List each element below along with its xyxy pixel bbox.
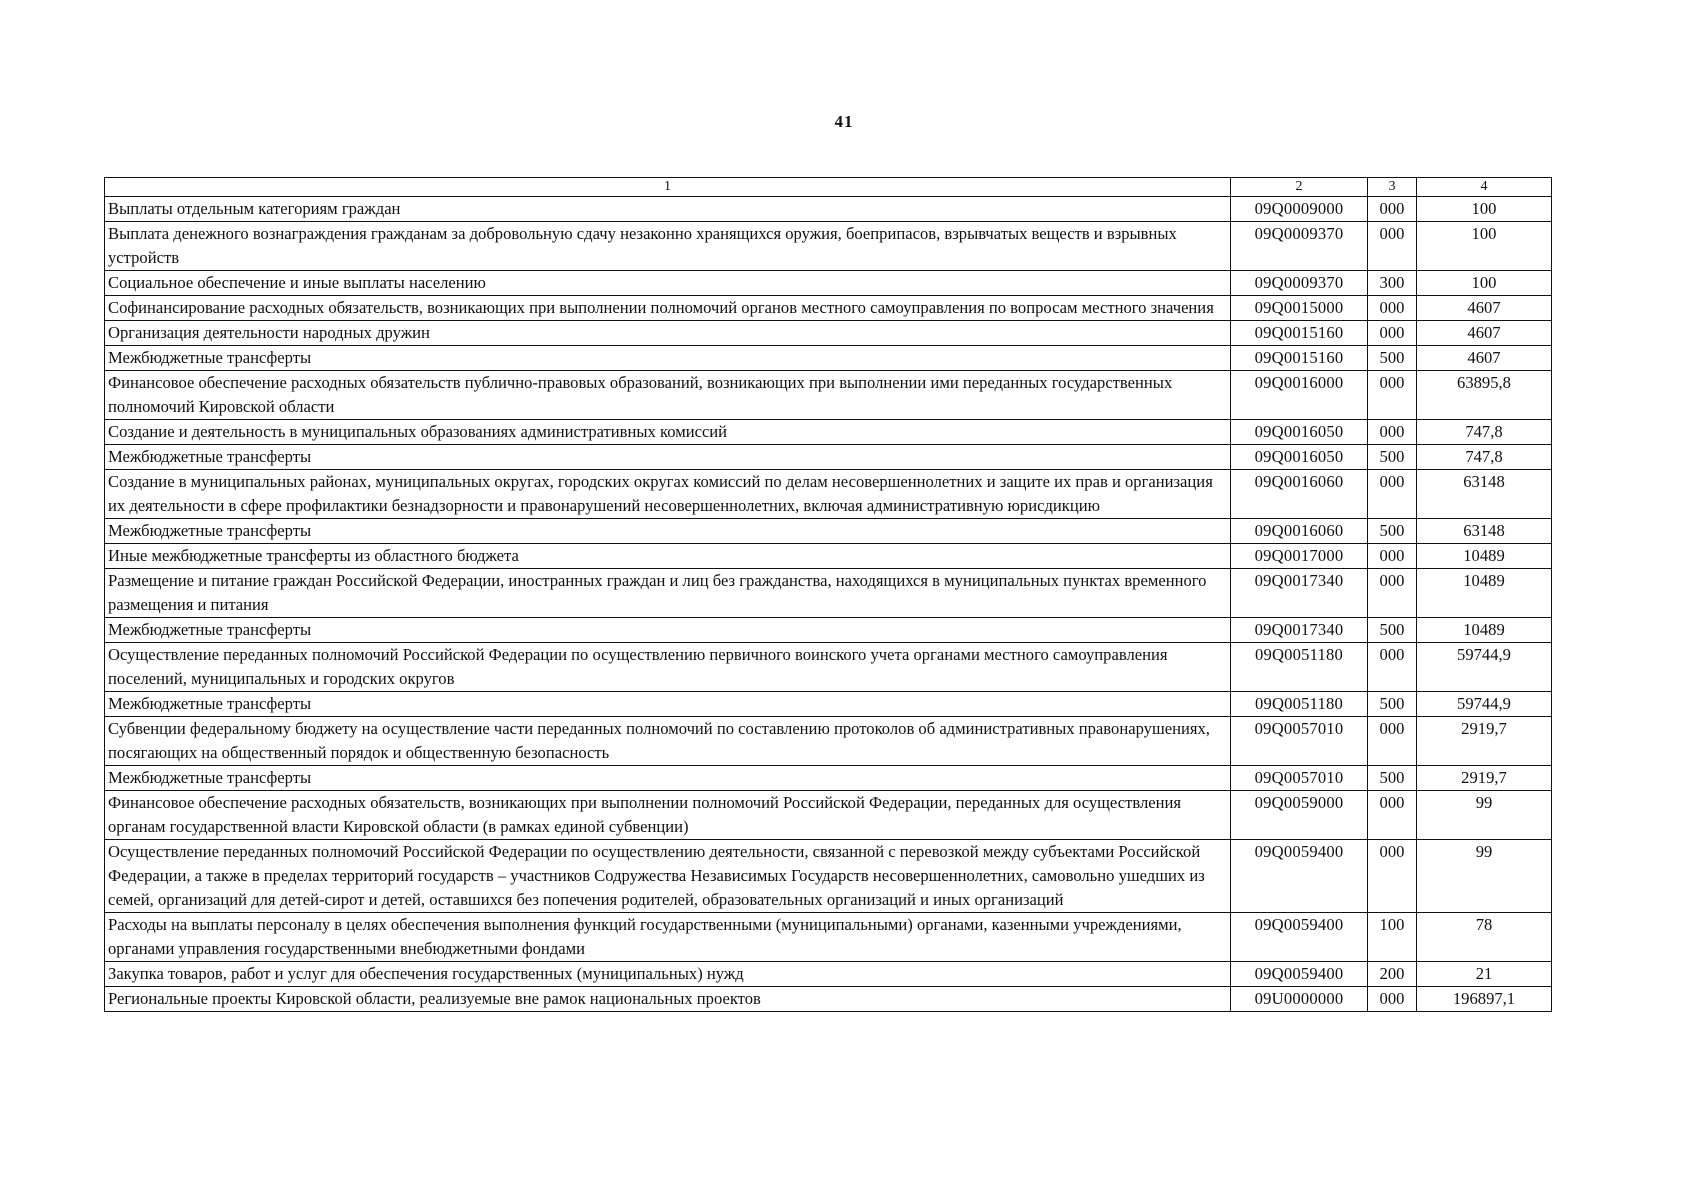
row-type-cell: 000 xyxy=(1368,222,1417,271)
row-sum-cell: 10489 xyxy=(1417,569,1552,618)
row-type-cell: 000 xyxy=(1368,987,1417,1012)
row-name-cell: Межбюджетные трансферты xyxy=(105,766,1231,791)
row-type-cell: 000 xyxy=(1368,544,1417,569)
page-number: 41 xyxy=(834,112,854,131)
row-type-cell: 500 xyxy=(1368,445,1417,470)
row-name-cell: Финансовое обеспечение расходных обязательств публично-правовых образований, возникающих при выполнении ими переданных государственных полномочий Кировской области xyxy=(105,371,1231,420)
table-row xyxy=(105,913,1552,962)
row-sum-cell: 59744,9 xyxy=(1417,643,1552,692)
row-code-cell: 09U0000000 xyxy=(1231,987,1368,1012)
row-name-cell: Выплата денежного вознаграждения гражданам за добровольную сдачу незаконно хранящихся оружия, боеприпасов, взрывчатых веществ и взрывных устройств xyxy=(105,222,1231,271)
table-row xyxy=(105,692,1552,717)
row-code-cell: 09Q0016060 xyxy=(1231,470,1368,519)
row-code-cell: 09Q0016060 xyxy=(1231,519,1368,544)
row-type-cell: 000 xyxy=(1368,321,1417,346)
row-sum-cell: 747,8 xyxy=(1417,445,1552,470)
row-sum-cell: 2919,7 xyxy=(1417,717,1552,766)
row-sum-cell: 2919,7 xyxy=(1417,766,1552,791)
row-name-cell: Размещение и питание граждан Российской Федерации, иностранных граждан и лиц без гражданства, находящихся в муниципальных пунктах временного размещения и питания xyxy=(105,569,1231,618)
row-name-cell: Субвенции федеральному бюджету на осуществление части переданных полномочий по составлению протоколов об административных правонарушениях, посягающих на общественный порядок и общественную безопасность xyxy=(105,717,1231,766)
table-row xyxy=(105,222,1552,271)
table-row xyxy=(105,296,1552,321)
table-row xyxy=(105,569,1552,618)
header-cell-code: 2 xyxy=(1231,178,1368,197)
row-code-cell: 09Q0009000 xyxy=(1231,197,1368,222)
row-type-cell: 000 xyxy=(1368,197,1417,222)
row-sum-cell: 63895,8 xyxy=(1417,371,1552,420)
row-name-cell: Межбюджетные трансферты xyxy=(105,692,1231,717)
row-code-cell: 09Q0051180 xyxy=(1231,692,1368,717)
row-sum-cell: 99 xyxy=(1417,791,1552,840)
table-row xyxy=(105,321,1552,346)
row-type-cell: 000 xyxy=(1368,371,1417,420)
row-type-cell: 300 xyxy=(1368,271,1417,296)
row-code-cell: 09Q0017000 xyxy=(1231,544,1368,569)
row-sum-cell: 4607 xyxy=(1417,321,1552,346)
row-type-cell: 500 xyxy=(1368,346,1417,371)
row-code-cell: 09Q0016050 xyxy=(1231,445,1368,470)
row-code-cell: 09Q0059400 xyxy=(1231,962,1368,987)
row-sum-cell: 10489 xyxy=(1417,618,1552,643)
row-name-cell: Создание в муниципальных районах, муниципальных округах, городских округах комиссий по делам несовершеннолетних и защите их прав и организация их деятельности в сфере профилактики безнадзорности и правонарушений несовершеннолетних, включая административную юрисдикцию xyxy=(105,470,1231,519)
row-sum-cell: 747,8 xyxy=(1417,420,1552,445)
row-code-cell: 09Q0051180 xyxy=(1231,643,1368,692)
row-sum-cell: 4607 xyxy=(1417,346,1552,371)
row-name-cell: Осуществление переданных полномочий Российской Федерации по осуществлению деятельности, связанной с перевозкой между субъектами Российской Федерации, а также в пределах территорий государств – участников Содружества Независимых Государств несовершеннолетних, самовольно ушедших из семей, организаций для детей-сирот и детей, оставшихся без попечения родителей, образовательных организаций и иных организаций xyxy=(105,840,1231,913)
row-sum-cell: 21 xyxy=(1417,962,1552,987)
row-code-cell: 09Q0015160 xyxy=(1231,346,1368,371)
table-row xyxy=(105,717,1552,766)
row-name-cell: Межбюджетные трансферты xyxy=(105,346,1231,371)
row-sum-cell: 196897,1 xyxy=(1417,987,1552,1012)
row-sum-cell: 63148 xyxy=(1417,470,1552,519)
table-header-row xyxy=(105,178,1552,197)
table-row xyxy=(105,371,1552,420)
header-cell-sum: 4 xyxy=(1417,178,1552,197)
table-body xyxy=(105,178,1552,1012)
row-code-cell: 09Q0057010 xyxy=(1231,717,1368,766)
row-code-cell: 09Q0059400 xyxy=(1231,840,1368,913)
row-name-cell: Межбюджетные трансферты xyxy=(105,445,1231,470)
row-type-cell: 000 xyxy=(1368,420,1417,445)
row-name-cell: Иные межбюджетные трансферты из областного бюджета xyxy=(105,544,1231,569)
row-name-cell: Закупка товаров, работ и услуг для обеспечения государственных (муниципальных) нужд xyxy=(105,962,1231,987)
row-name-cell: Социальное обеспечение и иные выплаты населению xyxy=(105,271,1231,296)
row-type-cell: 000 xyxy=(1368,840,1417,913)
row-code-cell: 09Q0017340 xyxy=(1231,569,1368,618)
table-row xyxy=(105,840,1552,913)
row-type-cell: 000 xyxy=(1368,569,1417,618)
row-type-cell: 000 xyxy=(1368,791,1417,840)
table-row xyxy=(105,962,1552,987)
row-type-cell: 500 xyxy=(1368,692,1417,717)
row-code-cell: 09Q0009370 xyxy=(1231,271,1368,296)
row-type-cell: 500 xyxy=(1368,519,1417,544)
row-code-cell: 09Q0015160 xyxy=(1231,321,1368,346)
row-code-cell: 09Q0015000 xyxy=(1231,296,1368,321)
row-name-cell: Осуществление переданных полномочий Российской Федерации по осуществлению первичного воинского учета органами местного самоуправления поселений, муниципальных и городских округов xyxy=(105,643,1231,692)
table-row xyxy=(105,987,1552,1012)
row-name-cell: Межбюджетные трансферты xyxy=(105,618,1231,643)
row-code-cell: 09Q0016000 xyxy=(1231,371,1368,420)
row-name-cell: Региональные проекты Кировской области, реализуемые вне рамок национальных проектов xyxy=(105,987,1231,1012)
row-type-cell: 000 xyxy=(1368,643,1417,692)
row-name-cell: Софинансирование расходных обязательств, возникающих при выполнении полномочий органов местного самоуправления по вопросам местного значения xyxy=(105,296,1231,321)
row-type-cell: 000 xyxy=(1368,470,1417,519)
table-row xyxy=(105,271,1552,296)
row-code-cell: 09Q0057010 xyxy=(1231,766,1368,791)
header-cell-name: 1 xyxy=(105,178,1231,197)
row-sum-cell: 4607 xyxy=(1417,296,1552,321)
table-row xyxy=(105,643,1552,692)
row-name-cell: Выплаты отдельным категориям граждан xyxy=(105,197,1231,222)
row-name-cell: Межбюджетные трансферты xyxy=(105,519,1231,544)
row-sum-cell: 78 xyxy=(1417,913,1552,962)
row-type-cell: 500 xyxy=(1368,618,1417,643)
row-type-cell: 000 xyxy=(1368,717,1417,766)
row-name-cell: Расходы на выплаты персоналу в целях обеспечения выполнения функций государственными (муниципальными) органами, казенными учреждениями, органами управления государственными внебюджетными фондами xyxy=(105,913,1231,962)
row-type-cell: 000 xyxy=(1368,296,1417,321)
row-name-cell: Создание и деятельность в муниципальных образованиях административных комиссий xyxy=(105,420,1231,445)
header-cell-type: 3 xyxy=(1368,178,1417,197)
row-sum-cell: 100 xyxy=(1417,197,1552,222)
row-code-cell: 09Q0059000 xyxy=(1231,791,1368,840)
row-sum-cell: 59744,9 xyxy=(1417,692,1552,717)
table-row xyxy=(105,766,1552,791)
row-name-cell: Организация деятельности народных дружин xyxy=(105,321,1231,346)
row-type-cell: 100 xyxy=(1368,913,1417,962)
row-sum-cell: 63148 xyxy=(1417,519,1552,544)
row-sum-cell: 100 xyxy=(1417,222,1552,271)
table-row xyxy=(105,445,1552,470)
row-name-cell: Финансовое обеспечение расходных обязательств, возникающих при выполнении полномочий Российской Федерации, переданных для осуществления органам государственной власти Кировской области (в рамках единой субвенции) xyxy=(105,791,1231,840)
row-code-cell: 09Q0016050 xyxy=(1231,420,1368,445)
row-code-cell: 09Q0009370 xyxy=(1231,222,1368,271)
table-row xyxy=(105,544,1552,569)
row-code-cell: 09Q0059400 xyxy=(1231,913,1368,962)
table-row xyxy=(105,519,1552,544)
table-row xyxy=(105,618,1552,643)
table-row xyxy=(105,791,1552,840)
row-code-cell: 09Q0017340 xyxy=(1231,618,1368,643)
row-sum-cell: 100 xyxy=(1417,271,1552,296)
table-row xyxy=(105,470,1552,519)
table-row xyxy=(105,420,1552,445)
row-sum-cell: 99 xyxy=(1417,840,1552,913)
budget-table xyxy=(104,177,1552,1012)
row-type-cell: 500 xyxy=(1368,766,1417,791)
table-row xyxy=(105,197,1552,222)
row-sum-cell: 10489 xyxy=(1417,544,1552,569)
row-type-cell: 200 xyxy=(1368,962,1417,987)
table-row xyxy=(105,346,1552,371)
